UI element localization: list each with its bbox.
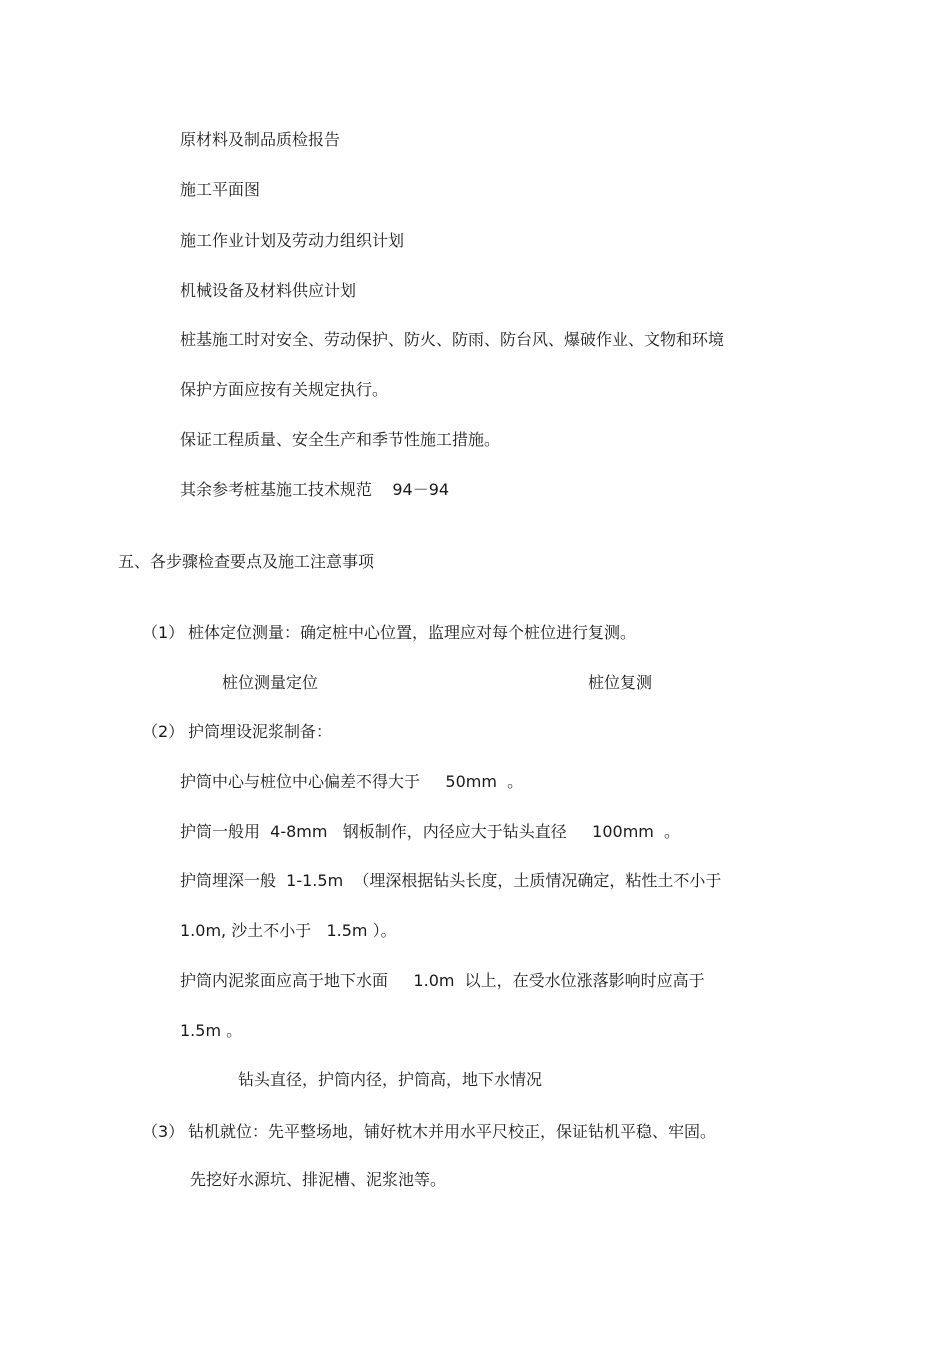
list-item: 原材料及制品质检报告	[180, 130, 341, 149]
step-2-line: 1.5m 。	[180, 1021, 243, 1040]
step-text: 护筒埋设泥浆制备：	[188, 722, 333, 741]
step-number: （3）	[142, 1122, 185, 1141]
list-item: 保证工程质量、安全生产和季节性施工措施。	[180, 430, 501, 449]
list-item: 机械设备及材料供应计划	[180, 281, 357, 300]
step-1-right-label: 桩位复测	[588, 673, 653, 692]
step-2-caption: 钻头直径，护筒内径，护筒高，地下水情况	[238, 1070, 543, 1089]
step-2-line: 护筒埋深一般 1-1.5m （埋深根据钻头长度，土质情况确定，粘性土不小于	[180, 871, 722, 890]
step-2-line: 护筒中心与桩位中心偏差不得大于 50mm 。	[180, 772, 524, 791]
step-1	[142, 622, 636, 644]
list-item: 其余参考桩基施工技术规范 94－94	[180, 480, 450, 499]
list-item: 施工平面图	[180, 180, 261, 199]
section-title: 五、各步骤检查要点及施工注意事项	[118, 552, 375, 571]
step-number: （2）	[142, 722, 185, 741]
step-2	[142, 721, 332, 743]
step-text: 桩体定位测量：确定桩中心位置，监理应对每个桩位进行复测。	[188, 623, 637, 642]
step-1-left-label: 桩位测量定位	[222, 673, 319, 692]
step-text: 钻机就位：先平整场地，铺好枕木并用水平尺校正，保证钻机平稳、牢固。	[188, 1122, 717, 1141]
list-item: 桩基施工时对安全、劳动保护、防火、防雨、防台风、爆破作业、文物和环境	[180, 330, 725, 349]
step-3-line: 先挖好水源坑、排泥槽、泥浆池等。	[190, 1170, 447, 1189]
step-2-line: 护筒内泥浆面应高于地下水面 1.0m 以上，在受水位涨落影响时应高于	[180, 971, 705, 990]
step-number: （1）	[142, 623, 185, 642]
step-3	[142, 1121, 716, 1143]
step-2-line: 护筒一般用 4-8mm 钢板制作，内径应大于钻头直径 100mm 。	[180, 822, 681, 841]
list-item: 施工作业计划及劳动力组织计划	[180, 231, 405, 250]
step-2-line: 1.0m, 沙土不小于 1.5m ）。	[180, 921, 397, 940]
list-item: 保护方面应按有关规定执行。	[180, 380, 389, 399]
